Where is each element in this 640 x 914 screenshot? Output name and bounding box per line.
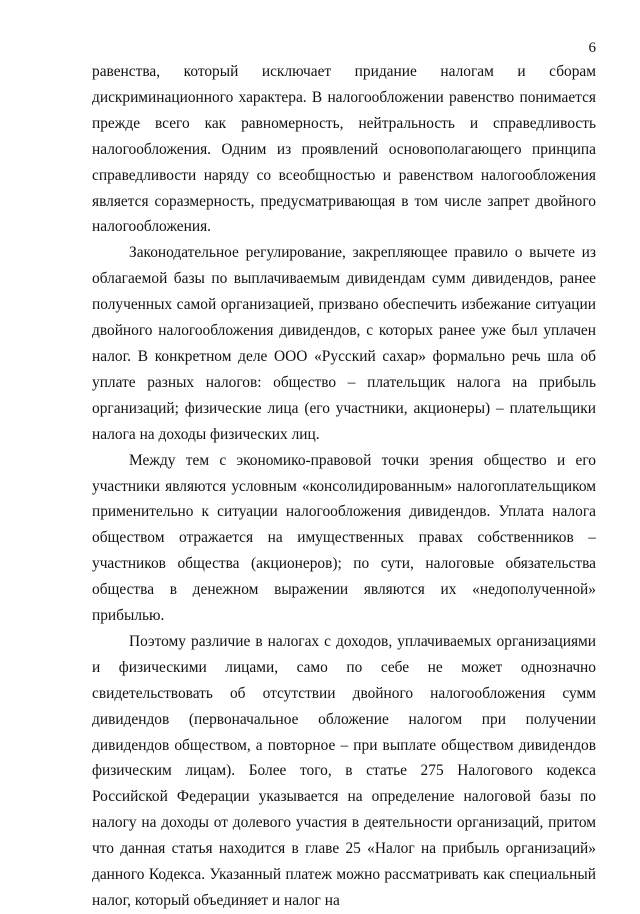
paragraph-4: Поэтому различие в налогах с доходов, уплачиваемых организациями и физическими лицами, само по себе не может однозначно свидетельствовать об отсутствии двойного налогообложения сумм дивидендов (первоначальное обложение налогом при получении дивидендов обществом, а повторное – при выплате обществом дивидендов физическим лицам). Более того, в статье 275 Налогового кодекса Российской Федерации указывается на определение налоговой базы по налогу на доходы от долевого участия в деятельности организаций, притом что данная статья находится в главе 25 «Налог на прибыль организаций» данного Кодекса. Указанный платеж можно рассматривать как специальный налог, который объединяет и налог на [92,632,596,909]
document-body [92,59,596,914]
paragraph-3: Между тем с экономико-правовой точки зрения общество и его участники являются условным «консолидированным» налогоплательщиком применительно к ситуации налогообложения дивидендов. Уплата налога обществом отражается на имущественных правах собственников – участников общества (акционеров); по сути, налоговые обязательства общества в денежном выражении являются их «недополученной» прибылью. [92,451,596,625]
paragraph-2: Законодательное регулирование, закрепляющее правило о вычете из облагаемой базы по выплачиваемым дивидендам сумм дивидендов, ранее полученных самой организацией, призвано обеспечить избежание ситуации двойного налогообложения дивидендов, с которых ранее уже был уплачен налог. В конкретном деле ООО «Русский сахар» формально речь шла об уплате разных налогов: общество – плательщик налога на прибыль организаций; физические лица (его участники, акционеры) – плательщики налога на доходы физических лиц. [92,244,596,443]
paragraph-1: равенства, который исключает придание налогам и сборам дискриминационного характера. В налогообложении равенство понимается прежде всего как равномерность, нейтральность и справедливость налогообложения. Одним из проявлений основополагающего принципа справедливости наряду со всеобщностью и равенством налогообложения является соразмерность, предусматривающая в том числе запрет двойного налогообложения. [92,63,596,236]
page-number: 6 [588,40,596,56]
